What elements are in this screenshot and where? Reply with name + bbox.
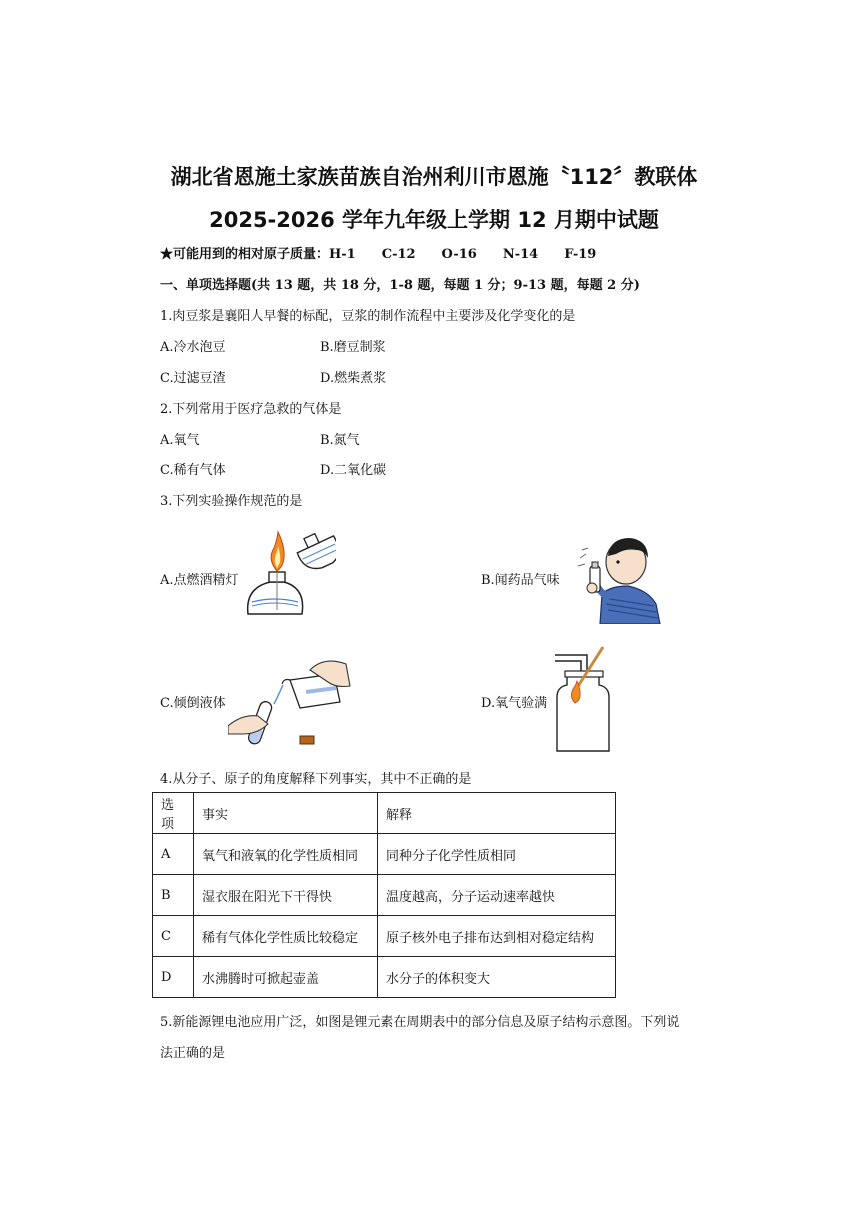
question-1-option-d: D.燃柴煮浆 xyxy=(320,371,387,386)
question-1-option-b: B.磨豆制浆 xyxy=(320,340,386,355)
question-1-stem: 1.肉豆浆是襄阳人早餐的标配，豆浆的制作流程中主要涉及化学变化的是 xyxy=(160,309,576,324)
section-heading: 一、单项选择题(共 13 题，共 18 分，1-8 题，每题 1 分；9-13 题，每题 2 分) xyxy=(160,278,640,293)
alcohol-lamp-illustration xyxy=(240,526,336,626)
table-header-option: 选项 xyxy=(153,793,194,834)
table-cell-option: A xyxy=(153,834,194,875)
question-2-option-d: D.二氧化碳 xyxy=(320,463,387,478)
table-cell-fact: 稀有气体化学性质比较稳定 xyxy=(194,916,378,957)
explanation-table xyxy=(152,792,616,998)
table-cell-explanation: 温度越高，分子运动速率越快 xyxy=(378,875,616,916)
table-cell-option: B xyxy=(153,875,194,916)
question-2-stem: 2.下列常用于医疗急救的气体是 xyxy=(160,402,342,417)
question-5-stem-line-2: 法正确的是 xyxy=(160,1046,226,1061)
table-row xyxy=(153,916,616,957)
table-header-row xyxy=(153,793,616,834)
pouring-liquid-illustration xyxy=(228,652,352,752)
table-header-explanation: 解释 xyxy=(378,793,616,834)
table-row xyxy=(153,875,616,916)
table-cell-explanation: 水分子的体积变大 xyxy=(378,957,616,998)
question-5-stem-line-1: 5.新能源锂电池应用广泛，如图是锂元素在周期表中的部分信息及原子结构示意图。下列说 xyxy=(160,1015,680,1030)
table-header-fact: 事实 xyxy=(194,793,378,834)
question-2-option-b: B.氮气 xyxy=(320,433,360,448)
table-cell-explanation: 原子核外电子排布达到相对稳定结构 xyxy=(378,916,616,957)
question-3-option-b: B.闻药品气味 xyxy=(481,573,560,588)
table-cell-fact: 水沸腾时可掀起壶盖 xyxy=(194,957,378,998)
question-1-option-c: C.过滤豆渣 xyxy=(160,371,226,386)
table-cell-fact: 氧气和液氧的化学性质相同 xyxy=(194,834,378,875)
table-cell-fact: 湿衣服在阳光下干得快 xyxy=(194,875,378,916)
page-subtitle: 2025-2026 学年九年级上学期 12 月期中试题 xyxy=(209,208,659,232)
table-cell-option: D xyxy=(153,957,194,998)
page-title: 湖北省恩施土家族苗族自治州利川市恩施〝112〞教联体 xyxy=(170,165,698,189)
question-2-option-a: A.氧气 xyxy=(160,433,200,448)
table-cell-option: C xyxy=(153,916,194,957)
question-4-stem: 4.从分子、原子的角度解释下列事实，其中不正确的是 xyxy=(160,772,472,787)
smelling-reagent-illustration xyxy=(570,532,662,624)
atomic-mass-note: ★可能用到的相对原子质量：H-1 C-12 O-16 N-14 F-19 xyxy=(160,247,597,262)
question-1-option-a: A.冷水泡豆 xyxy=(160,340,226,355)
question-2-option-c: C.稀有气体 xyxy=(160,463,226,478)
question-3-option-a: A.点燃酒精灯 xyxy=(160,573,239,588)
table-row xyxy=(153,957,616,998)
table-row xyxy=(153,834,616,875)
oxygen-full-test-illustration xyxy=(553,645,615,755)
question-3-option-d: D.氧气验满 xyxy=(481,696,548,711)
question-3-stem: 3.下列实验操作规范的是 xyxy=(160,494,303,509)
question-3-option-c: C.倾倒液体 xyxy=(160,696,226,711)
table-cell-explanation: 同种分子化学性质相同 xyxy=(378,834,616,875)
